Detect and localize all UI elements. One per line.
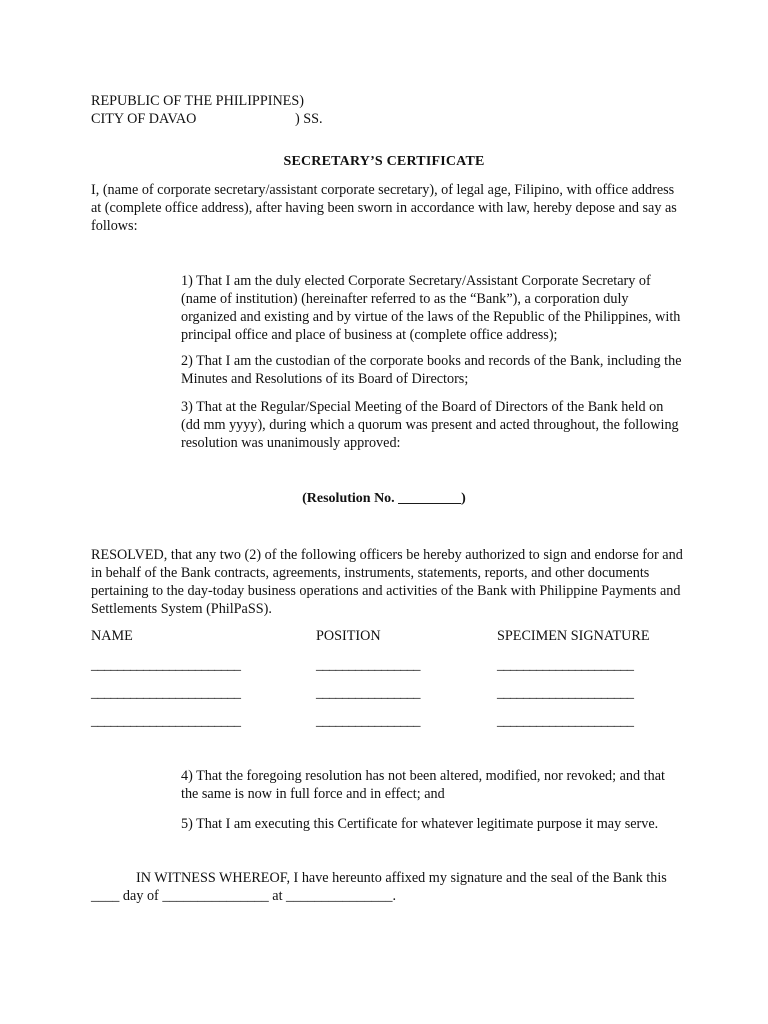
signature-blank: _____________________: [497, 713, 634, 729]
name-blank: _______________________: [91, 657, 241, 673]
venue-ss: ) SS.: [295, 111, 323, 127]
resolved-paragraph: RESOLVED, that any two (2) of the following officers be hereby authorized to sign and endorse for and in behalf of the Bank contracts, agreements, instruments, statements, reports, and other documents pertaining to the day-today business operations and activities of the Bank with Philippine Payments and Settlements System (PhilPaSS).: [91, 547, 683, 617]
header-name: NAME: [91, 628, 133, 644]
resolution-number: (Resolution No. _________): [302, 491, 466, 506]
document-title: SECRETARY’S CERTIFICATE: [283, 154, 485, 169]
name-blank: _______________________: [91, 685, 241, 701]
clause-3: 3) That at the Regular/Special Meeting of the Board of Directors of the Bank held on (dd mm yyyy), during which a quorum was present and acted throughout, the following resolution was unanimously approved:: [181, 399, 679, 451]
signature-blank: _____________________: [497, 657, 634, 673]
header-signature: SPECIMEN SIGNATURE: [497, 628, 650, 644]
clause-5: 5) That I am executing this Certificate for whatever legitimate purpose it may serve.: [181, 816, 659, 832]
position-blank: ________________: [316, 713, 420, 729]
position-blank: ________________: [316, 685, 420, 701]
venue-block: [91, 92, 323, 128]
header-position: POSITION: [316, 628, 381, 644]
position-blank: ________________: [316, 657, 420, 673]
clause-2: 2) That I am the custodian of the corporate books and records of the Bank, including the Minutes and Resolutions of its Board of Directors;: [181, 353, 682, 387]
venue-republic: REPUBLIC OF THE PHILIPPINES): [91, 93, 304, 109]
clause-1: 1) That I am the duly elected Corporate Secretary/Assistant Corporate Secretary of (name of institution) (hereinafter referred to as the “Bank”), a corporation duly organized and existing and by virtue of the laws of the Republic of the Philippines, with principal office and place of business at (complete office address);: [181, 273, 681, 343]
name-blank: _______________________: [91, 713, 241, 729]
witness-line-1: IN WITNESS WHEREOF, I have hereunto affixed my signature and the seal of the Bank this: [136, 870, 667, 886]
witness-line-2: ____ day of _______________ at _______________.: [91, 888, 397, 904]
intro-paragraph: I, (name of corporate secretary/assistant corporate secretary), of legal age, Filipino, with office address at (complete office address), after having been sworn in accordance with law, hereby depose and say as follows:: [91, 182, 677, 234]
signature-blank: _____________________: [497, 685, 634, 701]
clause-4: 4) That the foregoing resolution has not been altered, modified, nor revoked; and that the same is now in full force and in effect; and: [181, 768, 665, 802]
venue-city: CITY OF DAVAO: [91, 111, 197, 127]
witness-clause: [91, 869, 683, 905]
